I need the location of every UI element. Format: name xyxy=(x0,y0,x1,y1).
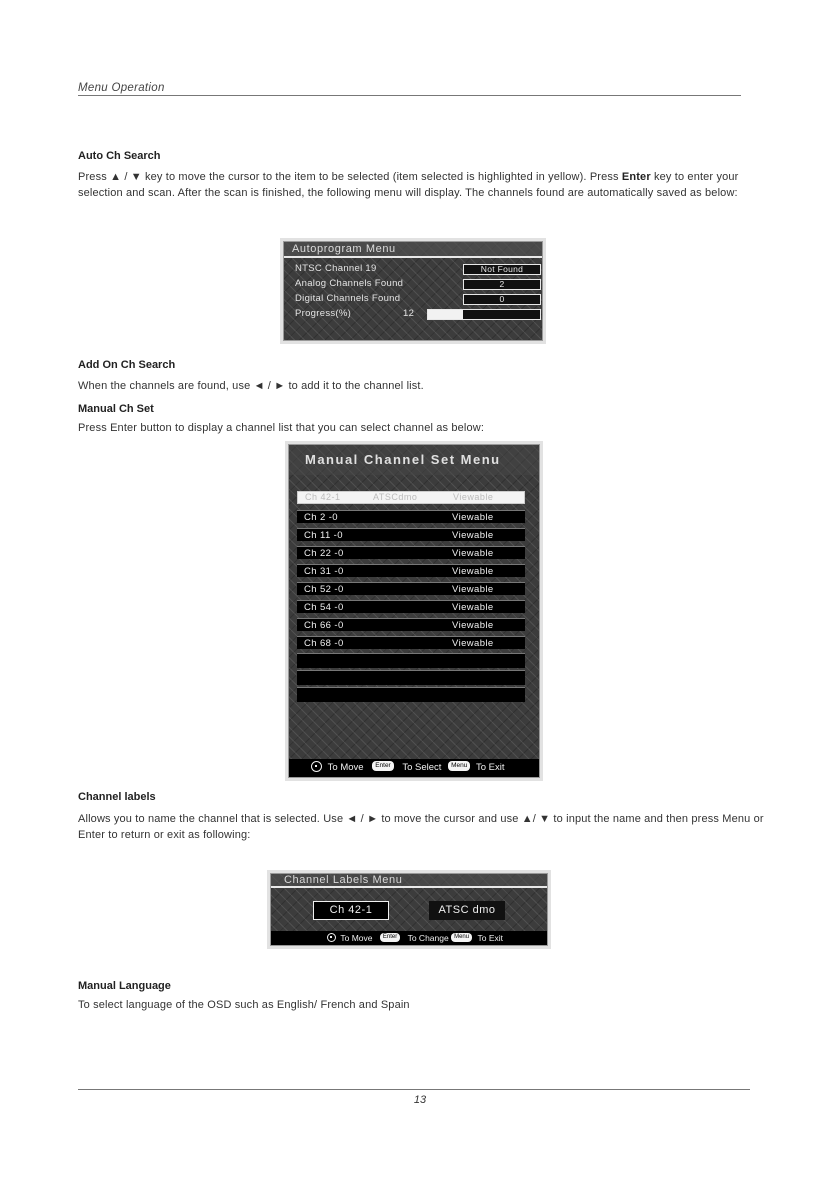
selected-channel: Ch 42-1 xyxy=(305,492,341,502)
channel-row[interactable] xyxy=(297,528,525,541)
footer-select-label: To Select xyxy=(402,762,442,773)
channel-status: Viewable xyxy=(452,620,494,631)
channel-number-box[interactable]: Ch 42-1 xyxy=(313,901,389,920)
menu-key-badge: Menu xyxy=(451,933,472,942)
progress-row xyxy=(295,307,540,321)
channel-name-field[interactable]: ATSC dmo xyxy=(429,901,505,920)
manual-ch-set-heading: Manual Ch Set xyxy=(78,403,154,415)
autoprogram-menu xyxy=(283,241,543,341)
channel-status: Viewable xyxy=(452,638,494,649)
auto-body-part2: key to enter your selection and scan. After the scan is finished, the following menu will display. The channels found are automatically saved as below: xyxy=(78,171,739,199)
channel-labels-body: Allows you to name the channel that is selected. Use ◄ / ► to move the cursor and use ▲/ ▼ to input the name and then press Menu or Enter to return or exit as following: xyxy=(78,813,764,841)
manual-language-heading: Manual Language xyxy=(78,980,171,992)
auto-row xyxy=(295,292,540,306)
channel-number: Ch 52 -0 xyxy=(304,584,344,595)
manual-language-body: To select language of the OSD such as English/ French and Spain xyxy=(78,999,410,1011)
enter-key-badge: Enter xyxy=(380,933,400,942)
channel-labels-footer xyxy=(271,931,547,945)
auto-row-value: 0 xyxy=(463,294,541,305)
auto-ch-search-body xyxy=(78,170,768,201)
channel-status: Viewable xyxy=(452,530,494,541)
auto-row-value: Not Found xyxy=(463,264,541,275)
channel-number: Ch 66 -0 xyxy=(304,620,344,631)
channel-labels-heading: Channel labels xyxy=(78,791,156,803)
navigation-cross-icon xyxy=(311,761,322,772)
auto-row xyxy=(295,262,540,276)
channel-row[interactable] xyxy=(297,636,525,649)
autoprogram-menu-title: Autoprogram Menu xyxy=(284,242,542,258)
add-on-ch-search-body: When the channels are found, use ◄ / ► to add it to the channel list. xyxy=(78,380,424,392)
progress-bar xyxy=(427,309,541,320)
progress-label: Progress(%) xyxy=(295,308,352,319)
page-header: Menu Operation xyxy=(78,82,165,94)
auto-row-value: 2 xyxy=(463,279,541,290)
channel-row[interactable] xyxy=(297,600,525,613)
channel-row[interactable] xyxy=(297,510,525,523)
manual-menu-footer xyxy=(289,759,539,777)
menu-key-badge: Menu xyxy=(448,761,470,771)
channel-number: Ch 11 -0 xyxy=(304,530,343,541)
footer-move-label: To Move xyxy=(340,933,373,943)
empty-channel-row xyxy=(297,653,525,668)
footer-exit-label: To Exit xyxy=(477,933,503,943)
channel-status: Viewable xyxy=(452,584,494,595)
auto-body-part1: Press ▲ / ▼ key to move the cursor to the item to be selected (item selected is highlighted in yellow). Press xyxy=(78,171,622,183)
footer-change-label: To Change xyxy=(407,933,449,943)
progress-value: 12 xyxy=(403,308,415,319)
auto-row xyxy=(295,277,540,291)
footer-move-label: To Move xyxy=(327,762,364,773)
channel-number: Ch 22 -0 xyxy=(304,548,344,559)
channel-row[interactable] xyxy=(297,564,525,577)
selected-channel-row[interactable] xyxy=(297,491,525,504)
channel-labels-menu xyxy=(270,873,548,946)
channel-number: Ch 54 -0 xyxy=(304,602,344,613)
channel-row[interactable] xyxy=(297,582,525,595)
enter-keyword: Enter xyxy=(621,171,651,183)
channel-status: Viewable xyxy=(452,548,494,559)
manual-menu-title: Manual Channel Set Menu xyxy=(289,445,539,475)
progress-fill xyxy=(428,310,463,319)
enter-key-badge: Enter xyxy=(372,761,394,771)
empty-channel-row xyxy=(297,687,525,702)
channel-status: Viewable xyxy=(452,566,494,577)
auto-row-label: Analog Channels Found xyxy=(295,278,404,289)
channel-row[interactable] xyxy=(297,546,525,559)
header-divider xyxy=(78,95,741,96)
selected-channel-type: ATSCdmo xyxy=(373,492,418,502)
channel-number: Ch 31 -0 xyxy=(304,566,344,577)
footer-divider xyxy=(78,1089,750,1090)
channel-number: Ch 68 -0 xyxy=(304,638,344,649)
channel-number: Ch 2 -0 xyxy=(304,512,338,523)
auto-row-label: Digital Channels Found xyxy=(295,293,401,304)
channel-row[interactable] xyxy=(297,618,525,631)
footer-exit-label: To Exit xyxy=(476,762,505,773)
add-on-ch-search-heading: Add On Ch Search xyxy=(78,359,176,371)
channel-status: Viewable xyxy=(452,602,494,613)
page-number: 13 xyxy=(413,1094,427,1106)
manual-channel-set-menu xyxy=(288,444,540,778)
channel-labels-menu-title: Channel Labels Menu xyxy=(271,874,547,888)
auto-ch-search-heading: Auto Ch Search xyxy=(78,150,161,162)
auto-row-label: NTSC Channel 19 xyxy=(295,263,377,274)
empty-channel-row xyxy=(297,670,525,685)
manual-ch-set-body: Press Enter button to display a channel list that you can select channel as below: xyxy=(78,422,485,434)
navigation-cross-icon xyxy=(327,933,336,942)
selected-channel-status: Viewable xyxy=(453,492,494,502)
channel-status: Viewable xyxy=(452,512,494,523)
